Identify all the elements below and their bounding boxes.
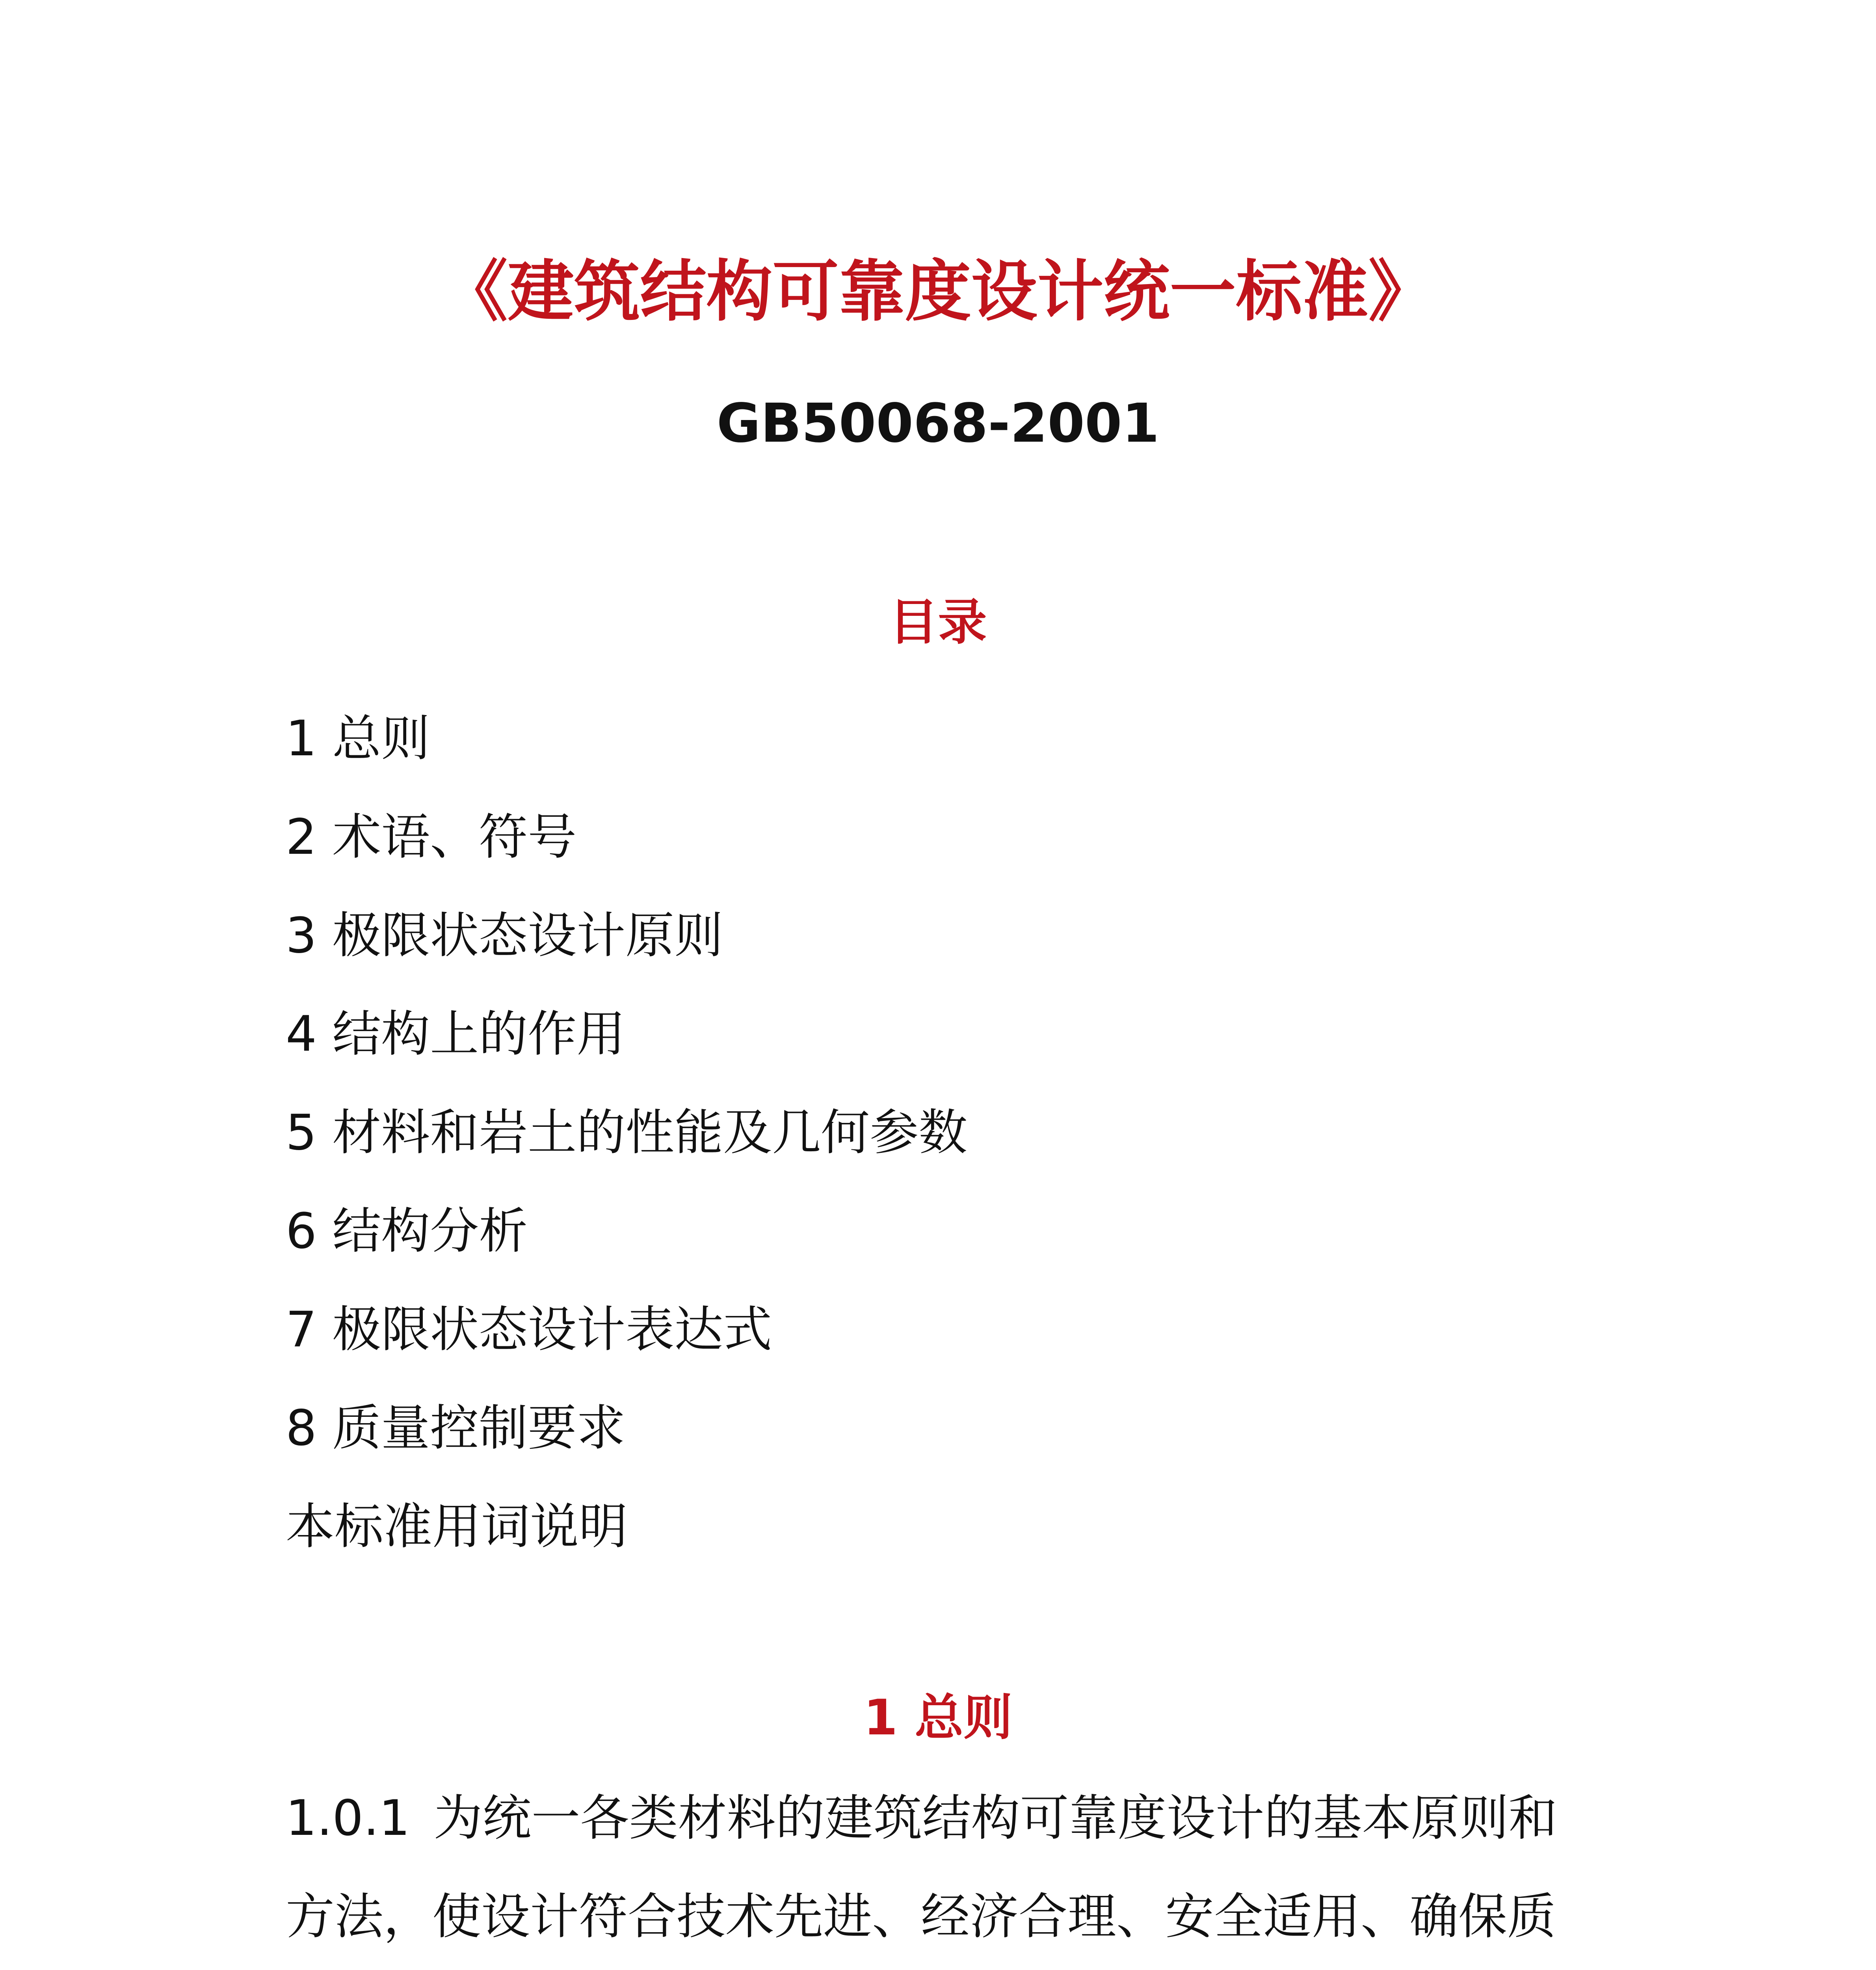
- table-of-contents: [286, 690, 967, 1576]
- clause-text-line: 方法，使设计符合技术先进、经济合理、安全适用、确保质: [286, 1888, 1556, 1945]
- toc-item-structural-analysis: 6 结构分析: [286, 1203, 528, 1260]
- toc-item-wording-explanation: 本标准用词说明: [286, 1498, 628, 1555]
- toc-heading: 目录: [889, 594, 987, 651]
- clause-text-line: 为统一各类材料的建筑结构可靠度设计的基本原则和: [433, 1790, 1558, 1847]
- toc-item-material-properties: 5 材料和岩土的性能及几何参数: [286, 1104, 968, 1161]
- toc-item-general: 1 总则: [286, 710, 430, 767]
- toc-item-terms-symbols: 2 术语、符号: [286, 809, 577, 866]
- section-body: [286, 1769, 1625, 1970]
- section-heading-general: 1 总则: [863, 1689, 1013, 1746]
- toc-item-limit-state-principles: 3 极限状态设计原则: [286, 907, 723, 964]
- clause-1-0-1: [286, 1769, 1625, 1970]
- toc-item-design-expressions: 7 极限状态设计表达式: [286, 1301, 772, 1358]
- toc-item-actions-on-structures: 4 结构上的作用: [286, 1006, 626, 1063]
- clause-number: 1.0.1: [286, 1790, 410, 1847]
- document-title: 《建筑结构可靠度设计统一标准》: [441, 253, 1435, 330]
- toc-item-quality-control: 8 质量控制要求: [286, 1400, 626, 1457]
- standard-code: GB50068-2001: [716, 392, 1160, 455]
